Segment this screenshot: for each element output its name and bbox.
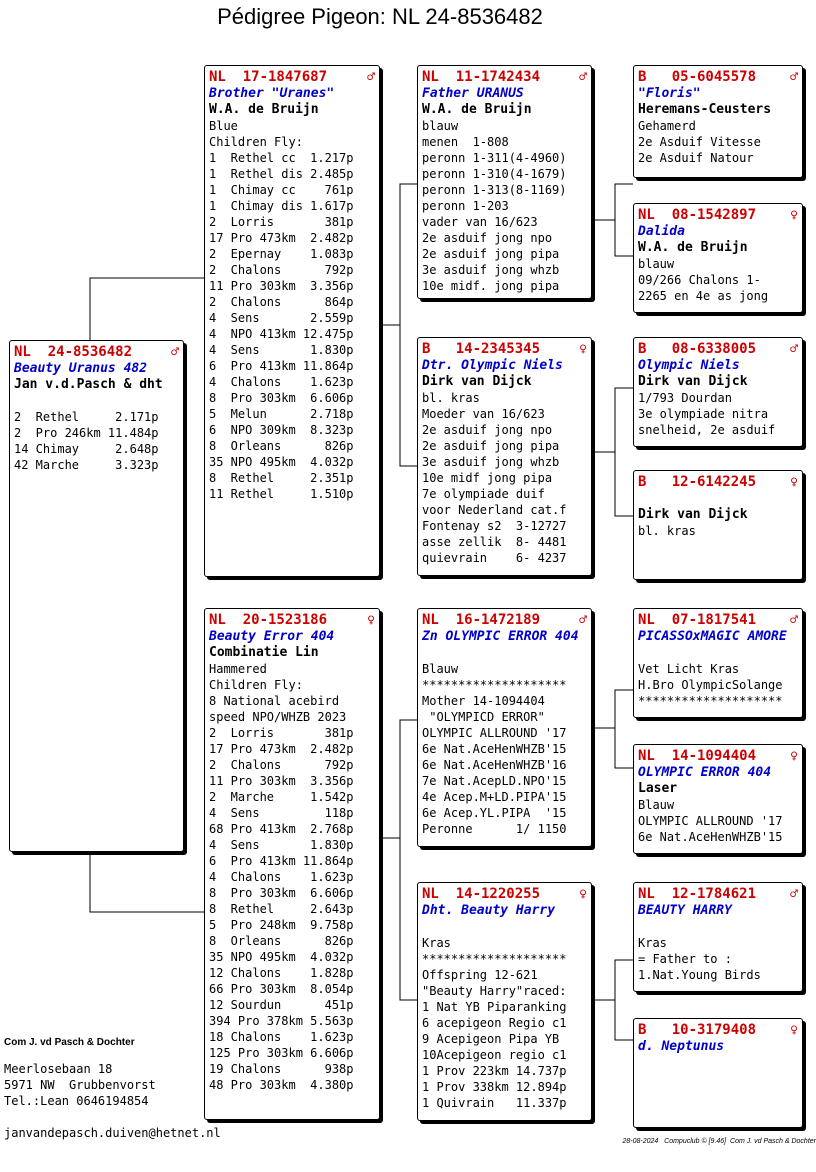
ring-number: NL 17-1847687 [209,69,328,85]
info-line: 2e asduif jong pipa [422,439,560,453]
address-line: 5971 NW Grubbenvorst [4,1078,156,1092]
owner-name: Heremans-Ceusters [638,102,772,117]
owner-name [638,645,798,661]
info-line: H.Bro OlympicSolange [638,678,783,692]
info-line: 11 Pro 303km 3.356p [209,774,354,788]
info-line: 1 Chimay cc 761p [209,183,354,197]
info-line: 2e asduif jong npo [422,423,553,437]
male-icon: ♂ [579,613,587,628]
info-line: 6e Nat.AceHenWHZB'15 [638,830,783,844]
info-line: Kras [638,936,667,950]
owner-name: Dirk van Dijck [638,374,748,389]
pigeon-name: Zn OLYMPIC ERROR 404 [422,629,579,644]
info-line: 2 Epernay 1.083p [209,247,354,261]
info-line: 3e asduif jong whzb [422,455,560,469]
pigeon-card-mmf[interactable] [633,882,803,992]
female-icon: ♀ [790,475,798,490]
info-line: OLYMPIC ALLROUND '17 [638,814,783,828]
info-line: quievrain 6- 4237 [422,551,567,565]
info-line: 8 Pro 303km 6.606p [209,391,354,405]
ring-number: NL 24-8536482 [14,344,133,360]
info-line: 2 Rethel 2.171p [14,410,159,424]
pigeon-card-mother[interactable] [204,608,380,1120]
female-icon: ♀ [579,342,587,357]
info-line: 2e asduif jong pipa [422,247,560,261]
male-icon: ♂ [790,613,798,628]
info-line: 6 acepigeon Regio c1 [422,1016,567,1030]
info-line: menen 1-808 [422,135,509,149]
info-line: 1 Prov 338km 12.894p [422,1080,567,1094]
info-line: OLYMPIC ALLROUND '17 [422,726,567,740]
owner-name: W.A. de Bruijn [638,240,748,255]
info-line: 2 Chalons 792p [209,758,354,772]
female-icon: ♀ [790,749,798,764]
ring-number: NL 07-1817541 [638,612,757,628]
ring-number: B 14-2345345 [422,341,541,357]
male-icon: ♂ [790,70,798,85]
pigeon-name: Beauty Uranus 482 [14,361,148,376]
info-line: 2 Marche 1.542p [209,790,354,804]
phone-number: Tel.:Lean 0646194854 [4,1094,149,1108]
info-line: 11 Pro 303km 3.356p [209,279,354,293]
info-line: 8 Rethel 2.351p [209,471,354,485]
info-line: 6 NPO 309km 8.323p [209,423,354,437]
ring-number: NL 20-1523186 [209,612,328,628]
info-line: 12 Chalons 1.828p [209,966,354,980]
male-icon: ♂ [171,345,179,360]
pigeon-name: "Floris" [638,86,701,101]
info-line: 10e midf. jong pipa [422,279,560,293]
info-line: ******************** [422,678,567,692]
info-line: Mother 14-1094404 [422,694,545,708]
ring-number: B 10-3179408 [638,1022,757,1038]
info-line: 8 National acebird [209,694,340,708]
pigeon-name: Dht. Beauty Harry [422,903,556,918]
owner-name: Dirk van Dijck [638,507,748,522]
info-line: bl. kras [638,524,696,538]
info-line: 2 Lorris 381p [209,726,354,740]
info-line: 1 Chimay dis 1.617p [209,199,354,213]
info-line: 6 Pro 413km 11.864p [209,854,354,868]
info-line: blauw [638,257,675,271]
info-line: peronn 1-311(4-4960) [422,151,567,165]
info-line: 4 Sens 2.559p [209,311,354,325]
info-line: 2 Pro 246km 11.484p [14,426,159,440]
info-line: 2e Asduif Natour [638,151,754,165]
pigeon-card-father[interactable] [204,65,380,577]
info-line: Blue [209,119,238,133]
info-line: 4 Sens 1.830p [209,838,354,852]
ring-number: NL 11-1742434 [422,69,541,85]
print-info: 28-08-2024 Compuclub © [9.46] Com J. vd Pasch & Dochter [622,1138,816,1145]
info-line: 68 Pro 413km 2.768p [209,822,354,836]
pigeon-card-main[interactable] [9,340,184,852]
info-line: 14 Chimay 2.648p [14,442,159,456]
info-line: 42 Marche 3.323p [14,458,159,472]
info-line: 5 Pro 248km 9.758p [209,918,354,932]
owner-name: Combinatie Lin [209,645,319,660]
pigeon-card-father-father[interactable] [417,65,592,299]
info-line: 7e Nat.AcepLD.NPO'15 [422,774,567,788]
pigeon-card-mff[interactable] [633,608,803,718]
ring-number: B 12-6142245 [638,474,757,490]
info-line: 9 Acepigeon Pipa YB [422,1032,560,1046]
info-line: 1 Prov 223km 14.737p [422,1064,567,1078]
info-line: 2265 en 4e as jong [638,289,769,303]
info-line: 125 Pro 303km 6.606p [209,1046,354,1060]
info-line: 10e midf jong pipa [422,471,553,485]
info-line: 35 NPO 495km 4.032p [209,455,354,469]
info-line: 4e Acep.M+LD.PIPA'15 [422,790,567,804]
ring-number: NL 08-1542897 [638,207,757,223]
info-line: Moeder van 16/623 [422,407,545,421]
info-line [14,393,179,409]
male-icon: ♂ [367,70,375,85]
pigeon-card-mother-mother[interactable] [417,882,592,1121]
info-line: 8 Orleans 826p [209,934,354,948]
info-line: Peronne 1/ 1150 [422,822,567,836]
male-icon: ♂ [790,342,798,357]
pigeon-card-fmm[interactable] [633,470,803,580]
pigeon-card-fmf[interactable] [633,337,803,447]
ring-number: NL 14-1094404 [638,748,757,764]
pigeon-name: d. Neptunus [638,1039,725,1054]
info-line: 66 Pro 303km 8.054p [209,982,354,996]
info-line: 48 Pro 303km 4.380p [209,1078,354,1092]
pigeon-name: Brother "Uranes" [209,86,335,101]
info-line: 19 Chalons 938p [209,1062,354,1076]
info-line: blauw [422,119,459,133]
info-line: Fontenay s2 3-12727 [422,519,567,533]
male-icon: ♂ [790,887,798,902]
owner-name: Dirk van Dijck [422,374,532,389]
info-line: Offspring 12-621 [422,968,538,982]
info-line: 1 Nat YB Piparanking [422,1000,567,1014]
ring-number: B 08-6338005 [638,341,757,357]
info-line: 18 Chalons 1.623p [209,1030,354,1044]
info-line: 1 Rethel dis 2.485p [209,167,354,181]
info-line: Blauw [422,662,459,676]
info-line: 7e olympiade duif [422,487,545,501]
info-line: 6e Acep.YL.PIPA '15 [422,806,567,820]
info-line: 12 Sourdun 451p [209,998,354,1012]
pigeon-card-mfm[interactable] [633,744,803,854]
info-line: 2e asduif jong npo [422,231,553,245]
info-line: Gehamerd [638,119,696,133]
info-line: 10Acepigeon regio c1 [422,1048,567,1062]
owner-name [422,919,587,935]
info-line: speed NPO/WHZB 2023 [209,710,347,724]
pigeon-name: Dtr. Olympic Niels [422,358,563,373]
info-line: asse zellik 8- 4481 [422,535,567,549]
info-line: 1 Rethel cc 1.217p [209,151,354,165]
info-line: 4 Sens 118p [209,806,354,820]
info-line: Blauw [638,798,675,812]
ring-number: NL 16-1472189 [422,612,541,628]
info-line: 09/266 Chalons 1- [638,273,761,287]
pigeon-name [638,491,798,507]
female-icon: ♀ [790,1023,798,1038]
pigeon-name: PICASSOxMAGIC AMORE [638,629,787,644]
info-line: 4 Chalons 1.623p [209,375,354,389]
info-line: 4 Chalons 1.623p [209,870,354,884]
female-icon: ♀ [790,208,798,223]
info-line: 17 Pro 473km 2.482p [209,742,354,756]
pigeon-name: BEAUTY HARRY [638,903,732,918]
info-line: 35 NPO 495km 4.032p [209,950,354,964]
info-line: Children Fly: [209,678,303,692]
info-line: 3e asduif jong whzb [422,263,560,277]
pigeon-name: Olympic Niels [638,358,740,373]
owner-name: Laser [638,781,678,796]
info-line: ******************** [638,694,783,708]
info-line: 8 Pro 303km 6.606p [209,886,354,900]
info-line: Vet Licht Kras [638,662,740,676]
info-line: 4 NPO 413km 12.475p [209,327,354,341]
info-line: 3e olympiade nitra [638,407,769,421]
owner-name [422,645,587,661]
info-line: 8 Orleans 826p [209,439,354,453]
info-line: peronn 1-313(8-1169) [422,183,567,197]
info-line: = Father to : [638,952,732,966]
info-line: 394 Pro 378km 5.563p [209,1014,354,1028]
page-title: Pédigree Pigeon: NL 24-8536482 [217,4,543,29]
pigeon-card-mmm[interactable] [633,1018,803,1128]
owner-name: Jan v.d.Pasch & dht [14,377,163,392]
info-line: 6 Pro 413km 11.864p [209,359,354,373]
info-line: "OLYMPICD ERROR" [422,710,545,724]
pigeon-card-father-mother[interactable] [417,337,592,576]
ring-number: NL 14-1220255 [422,886,541,902]
pigeon-name: OLYMPIC ERROR 404 [638,765,772,780]
info-line: 2 Chalons 792p [209,263,354,277]
pigeon-name: Beauty Error 404 [209,629,335,644]
breeder-name: Com J. vd Pasch & Dochter [4,1037,135,1048]
ring-number: NL 12-1784621 [638,886,757,902]
info-line: ******************** [422,952,567,966]
address-line: Meerlosebaan 18 [4,1062,113,1076]
pigeon-name: Dalida [638,224,685,239]
info-line: 6e Nat.AceHenWHZB'15 [422,742,567,756]
info-line: Kras [422,936,451,950]
info-line: 4 Sens 1.830p [209,343,354,357]
info-line: snelheid, 2e asduif [638,423,776,437]
info-line: bl. kras [422,391,480,405]
info-line: 1/793 Dourdan [638,391,732,405]
pigeon-card-ffm[interactable] [633,203,803,313]
info-line: peronn 1-310(4-1679) [422,167,567,181]
info-line: 5 Melun 2.718p [209,407,354,421]
info-line: vader van 16/623 [422,215,538,229]
info-line: 2 Lorris 381p [209,215,354,229]
female-icon: ♀ [579,887,587,902]
ring-number: B 05-6045578 [638,69,757,85]
info-line: 6e Nat.AceHenWHZB'16 [422,758,567,772]
owner-name [638,919,798,935]
info-line: "Beauty Harry"raced: [422,984,567,998]
owner-name: W.A. de Bruijn [422,102,532,117]
info-line: Hammered [209,662,267,676]
info-line: 1.Nat.Young Birds [638,968,761,982]
email-address: janvandepasch.duiven@hetnet.nl [4,1126,221,1140]
pigeon-card-fff[interactable] [633,65,803,178]
info-line: 17 Pro 473km 2.482p [209,231,354,245]
pigeon-name: Father URANUS [422,86,524,101]
info-line: Children Fly: [209,135,303,149]
info-line: 2e Asduif Vitesse [638,135,761,149]
info-line: peronn 1-203 [422,199,509,213]
male-icon: ♂ [579,70,587,85]
info-line: 2 Chalons 864p [209,295,354,309]
info-line: 11 Rethel 1.510p [209,487,354,501]
info-line: voor Nederland cat.f [422,503,567,517]
female-icon: ♀ [367,613,375,628]
pigeon-card-mother-father[interactable] [417,608,592,847]
info-line: 8 Rethel 2.643p [209,902,354,916]
info-line: 1 Quivrain 11.337p [422,1096,567,1110]
owner-name: W.A. de Bruijn [209,102,319,117]
